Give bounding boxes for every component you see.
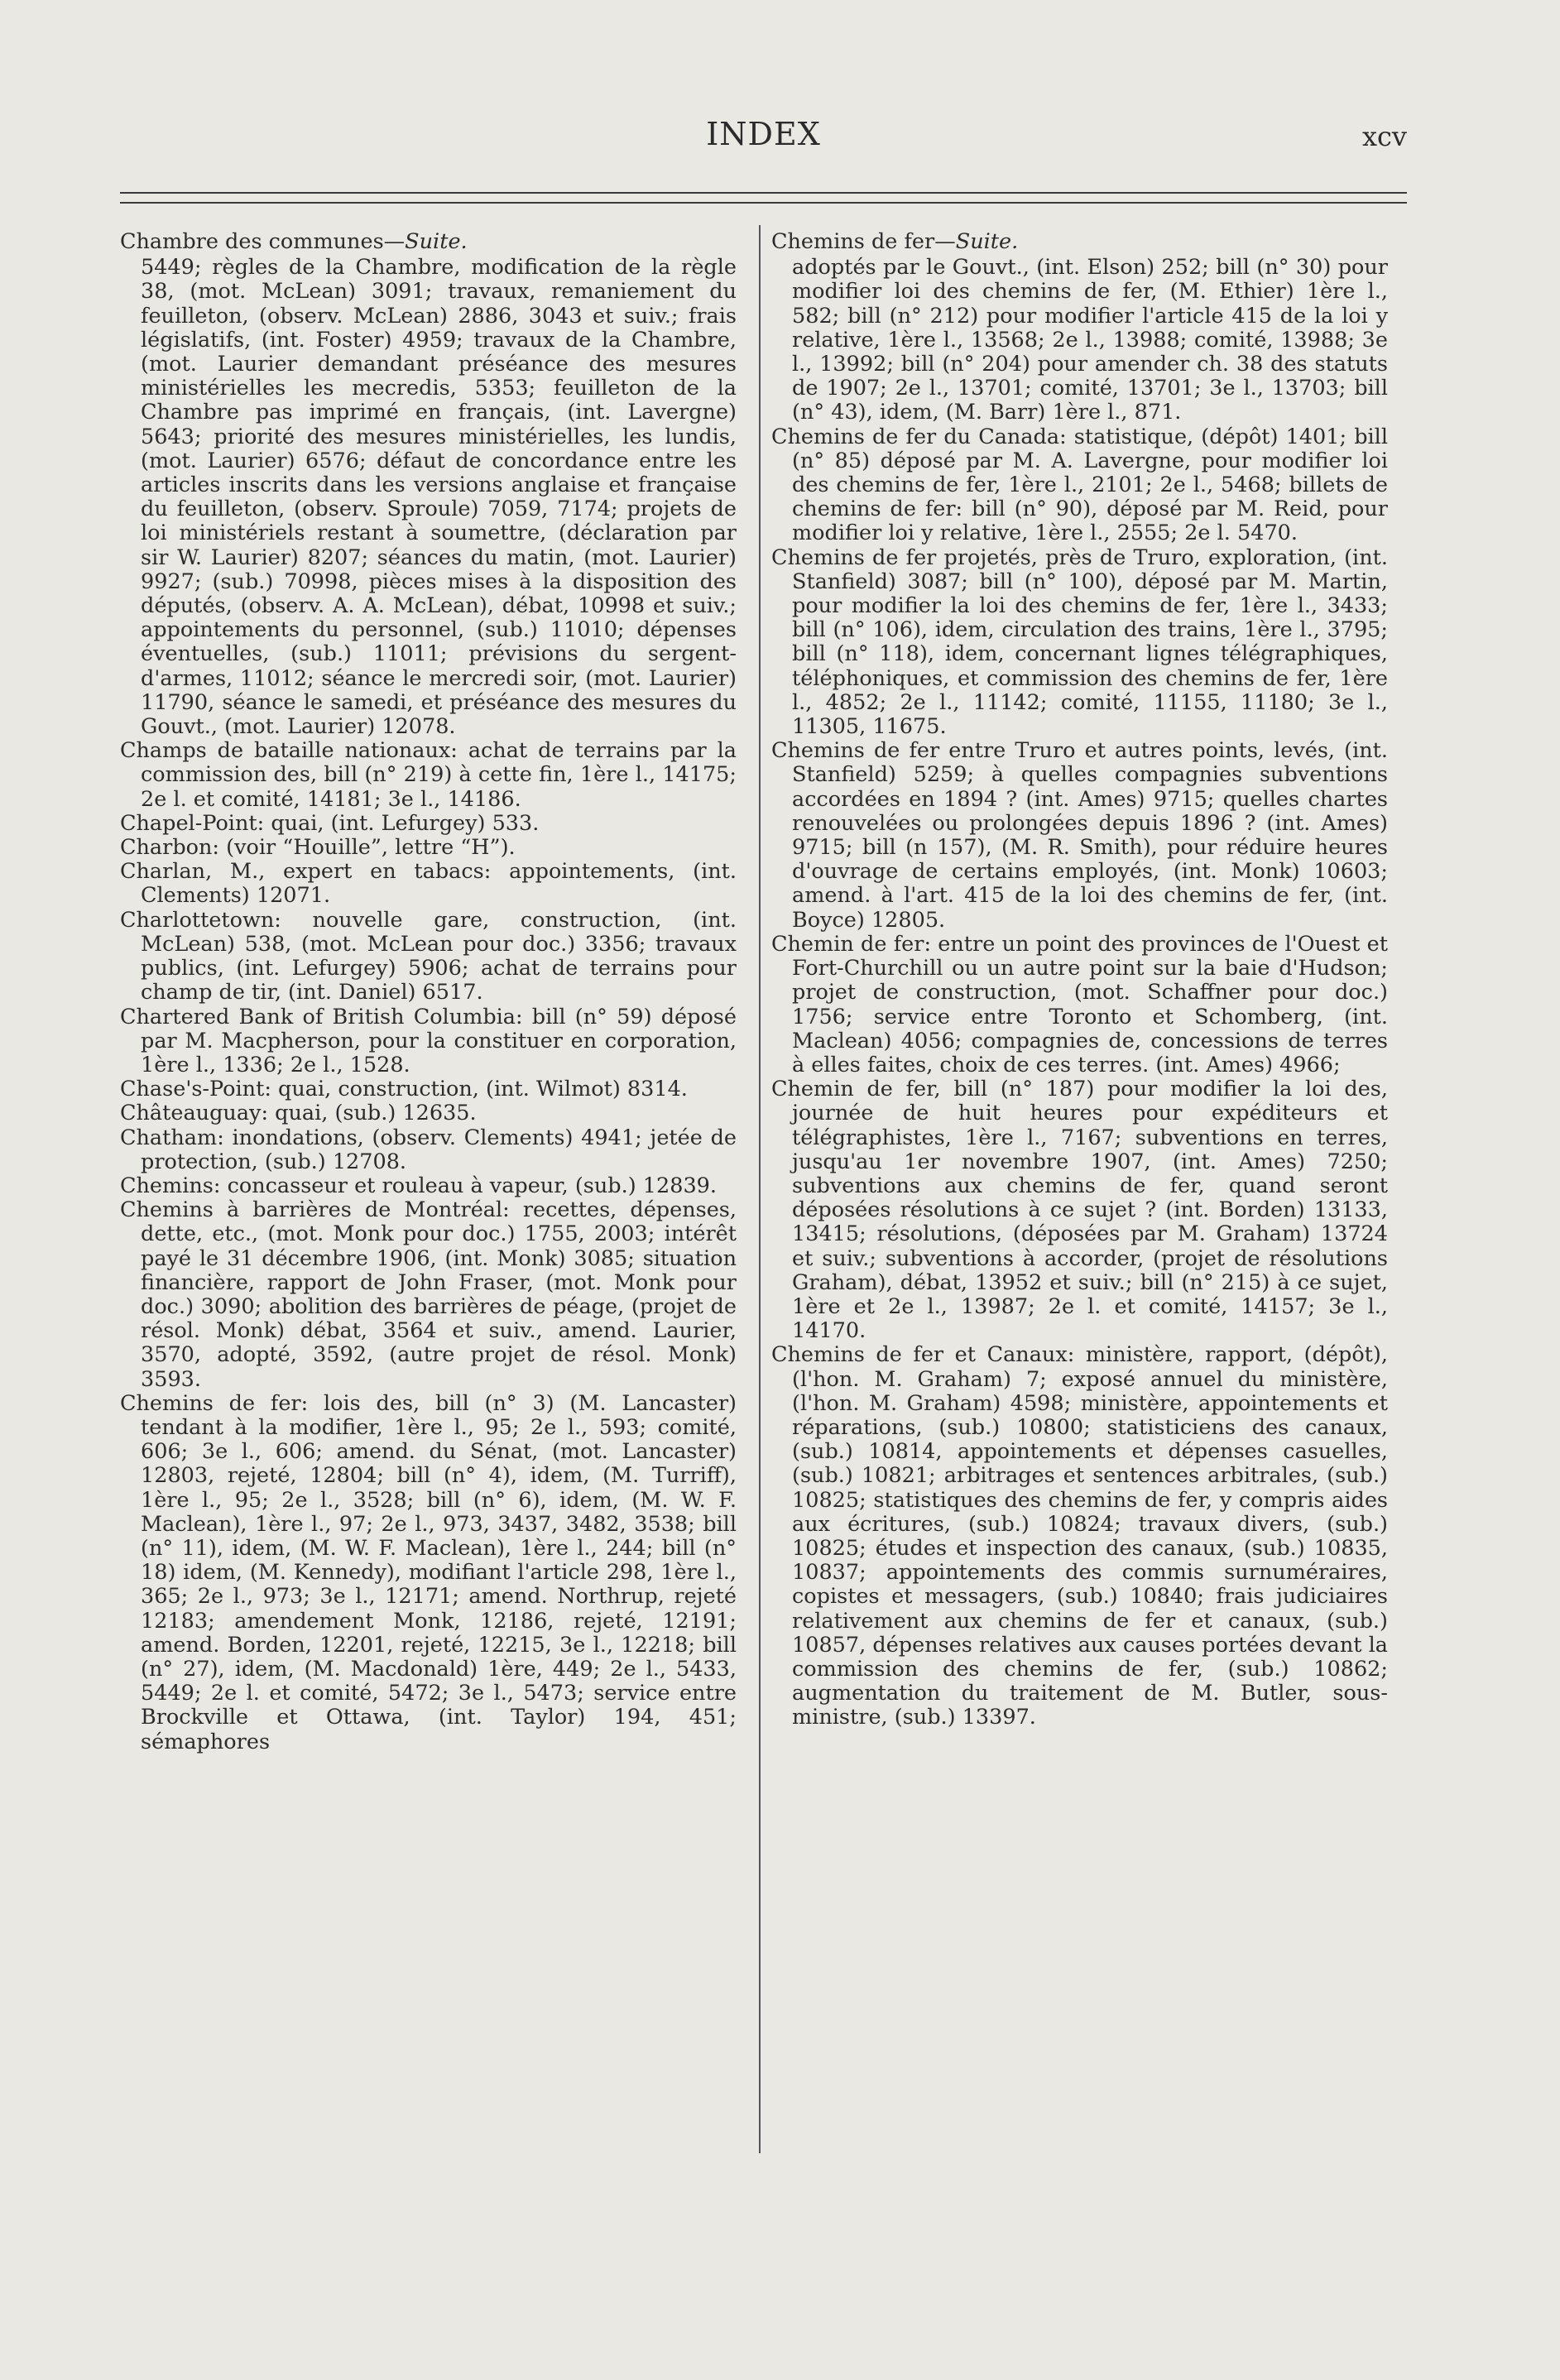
index-entry: Chemins: concasseur et rouleau à vapeur, (sub.) 12839. [120, 1173, 717, 1198]
index-entry: Chemin de fer, bill (n° 187) pour modifier la loi des, journée de huit heures pour expéditeurs et télégraphistes, 1ère l., 7167; subventions en terres, jusqu'au 1er novembre 1907, (int. Ames) 7250; subventions aux chemins de fer, quand seront déposées résolutions à ce sujet ? (int. Borden) 13133, 13415; résolutions, (déposées par M. Graham) 13724 et suiv.; subventions à accorder, (projet de résolutions Graham), débat, 13952 et suiv.; bill (n° 215) à ce sujet, 1ère et 2e l., 13987; 2e l. et comité, 14157; 3e l., 14170. [771, 1077, 1388, 1344]
index-entry: Chemins de fer du Canada: statistique, (dépôt) 1401; bill (n° 85) déposé par M. A. Lavergne, pour modifier loi des chemins de fer, 1ère l., 2101; 2e l., 5468; billets de chemins de fer: bill (n° 90), déposé par M. Reid, pour modifier loi y relative, 1ère l., 2555; 2e l. 5470. [771, 424, 1388, 546]
index-entry: Chemins de fer entre Truro et autres points, levés, (int. Stanfield) 5259; à quelles compagnies subventions accordées en 1894 ? (int. Ames) 9715; quelles chartes renouvelées ou prolongées depuis 1896 ? (int. Ames) 9715; bill (n 157), (M. R. Smith), pour réduire heures d'ouvrage de certains employés, (int. Monk) 10603; amend. à l'art. 415 de la loi des chemins de fer, (int. Boyce) 12805. [771, 738, 1388, 933]
index-entry: Chartered Bank of British Columbia: bill (n° 59) déposé par M. Macpherson, pour la constituer en corporation, 1ère l., 1336; 2e l., 1528. [120, 1004, 737, 1077]
heading-suite: Suite. [955, 229, 1019, 254]
index-entry: Charbon: (voir “Houille”, lettre “H”). [120, 835, 516, 861]
index-entry: Charlan, M., expert en tabacs: appointements, (int. Clements) 12071. [120, 859, 737, 909]
index-entry: Chatham: inondations, (observ. Clements) 4941; jetée de protection, (sub.) 12708. [120, 1125, 737, 1174]
heading-suite: Suite. [405, 229, 468, 254]
index-entry: Chemins de fer: lois des, bill (n° 3) (M. Lancaster) tendant à la modifier, 1ère l., 95; 2e l., 593; comité, 606; 3e l., 606; amend. du Sénat, (mot. Lancaster) 12803, rejeté, 12804; bill (n° 4), idem, (M. Turriff), 1ère l., 95; 2e l., 3528; bill (n° 6), idem, (M. W. F. Maclean), 1ère l., 97; 2e l., 973, 3437, 3482, 3538; bill (n° 11), idem, (M. W. F. Maclean), 1ère l., 244; bill (n° 18) idem, (M. Kennedy), modifiant l'article 298, 1ère l., 365; 2e l., 973; 3e l., 12171; amend. Northrup, rejeté 12183; amendement Monk, 12186, rejeté, 12191; amend. Borden, 12201, rejeté, 12215, 3e l., 12218; bill (n° 27), idem, (M. Macdonald) 1ère, 449; 2e l., 5433, 5449; 2e l. et comité, 5472; 3e l., 5473; service entre Brockville et Ottawa, (int. Taylor) 194, 451; sémaphores [120, 1390, 737, 1754]
index-entry: Châteauguay: quai, (sub.) 12635. [120, 1101, 477, 1126]
running-title: INDEX [706, 116, 821, 152]
header-double-rule [120, 192, 1407, 204]
index-entry: Champs de bataille nationaux: achat de terrains par la commission des, bill (n° 219) à cette fin, 1ère l., 14175; 2e l. et comité, 14181; 3e l., 14186. [120, 738, 737, 812]
page-number: xcv [1361, 121, 1407, 152]
index-entry: Charlottetown: nouvelle gare, construction, (int. McLean) 538, (mot. McLean pour doc.) 3356; travaux publics, (int. Lefurgey) 5906; achat de terrains pour champ de tir, (int. Daniel) 6517. [120, 907, 737, 1005]
left-column [120, 230, 737, 1754]
heading-label: Chambre des communes— [120, 229, 406, 254]
heading-label: Chemins de fer— [771, 229, 956, 254]
index-entry: Chemins à barrières de Montréal: recettes, dépenses, dette, etc., (mot. Monk pour doc.) 1755, 2003; intérêt payé le 31 décembre 1906, (int. Monk) 3085; situation financière, rapport de John Fraser, (mot. Monk pour doc.) 3090; abolition des barrières de péage, (projet de résol. Monk) débat, 3564 et suiv., amend. Laurier, 3570, adopté, 3592, (autre projet de résol. Monk) 3593. [120, 1197, 737, 1392]
continued-text: adoptés par le Gouvt., (int. Elson) 252; bill (n° 30) pour modifier loi des chemins de fer, (M. Ethier) 1ère l., 582; bill (n° 212) pour modifier l'article 415 de la loi y relative, 1ère l., 13568; 2e l., 13988; comité, 13988; 3e l., 13992; bill (n° 204) pour amender ch. 38 des statuts de 1907; 2e l., 13701; comité, 13701; 3e l., 13703; bill (n° 43), idem, (M. Barr) 1ère l., 871. [792, 255, 1388, 425]
index-entry: Chemins de fer et Canaux: ministère, rapport, (dépôt), (l'hon. M. Graham) 7; exposé annuel du ministère, (l'hon. M. Graham) 4598; ministère, appointements et réparations, (sub.) 10800; statisticiens des canaux, (sub.) 10814, appointements et dépenses casuelles, (sub.) 10821; arbitrages et sentences arbitrales, (sub.) 10825; statistiques des chemins de fer, y compris aides aux écritures, (sub.) 10824; travaux divers, (sub.) 10825; études et inspection des canaux, (sub.) 10835, 10837; appointements des commis surnuméraires, copistes et messagers, (sub.) 10840; frais judiciaires relativement aux chemins de fer et canaux, (sub.) 10857, dépenses relatives aux causes portées devant la commission des chemins de fer, (sub.) 10862; augmentation du traitement de M. Butler, sous-ministre, (sub.) 13397. [771, 1342, 1388, 1730]
index-entry: Chemins de fer projetés, près de Truro, exploration, (int. Stanfield) 3087; bill (n° 100), déposé par M. Martin, pour modifier la loi des chemins de fer, 1ère l., 3433; bill (n° 106), idem, circulation des trains, 1ère l., 3795; bill (n° 118), idem, concernant lignes télégraphiques, téléphoniques, et commission des chemins de fer, 1ère l., 4852; 2e l., 11142; comité, 11155, 11180; 3e l., 11305, 11675. [771, 545, 1388, 740]
page-header [120, 116, 1407, 166]
index-entry: Chapel-Point: quai, (int. Lefurgey) 533. [120, 810, 540, 836]
index-entry: Chase's-Point: quai, construction, (int. Wilmot) 8314. [120, 1077, 688, 1102]
continued-heading [120, 230, 737, 254]
continued-text: 5449; règles de la Chambre, modification de la règle 38, (mot. McLean) 3091; travaux, remaniement du feuilleton, (observ. McLean) 2886, 3043 et suiv.; frais législatifs, (int. Foster) 4959; travaux de la Chambre, (mot. Laurier demandant préséance des mesures ministérielles les mecredis, 5353; feuilleton de la Chambre pas imprimé en français, (int. Lavergne) 5643; priorité des mesures ministérielles, les lundis, (mot. Laurier) 6576; défaut de concordance entre les articles inscrits dans les versions anglaise et française du feuilleton, (observ. Sproule) 7059, 7174; projets de loi ministériels restant à soumettre, (déclaration par sir W. Laurier) 8207; séances du matin, (mot. Laurier) 9927; (sub.) 70998, pièces mises à la disposition des députés, (observ. A. A. McLean), débat, 10998 et suiv.; appointements du personnel, (sub.) 11010; dépenses éventuelles, (sub.) 11011; prévisions du sergent-d'armes, 11012; séance le mercredi soir, (mot. Laurier) 11790, séance le samedi, et préséance des mesures du Gouvt., (mot. Laurier) 12078. [141, 255, 737, 740]
column-divider [759, 225, 761, 2153]
index-entry: Chemin de fer: entre un point des provinces de l'Ouest et Fort-Churchill ou un autre point sur la baie d'Hudson; projet de construction, (mot. Schaffner pour doc.) 1756; service entre Toronto et Schomberg, (int. Maclean) 4056; compagnies de, concessions de terres à elles faites, choix de ces terres. (int. Ames) 4966; [771, 931, 1388, 1077]
right-column [771, 230, 1388, 1730]
continued-heading [771, 230, 1388, 254]
